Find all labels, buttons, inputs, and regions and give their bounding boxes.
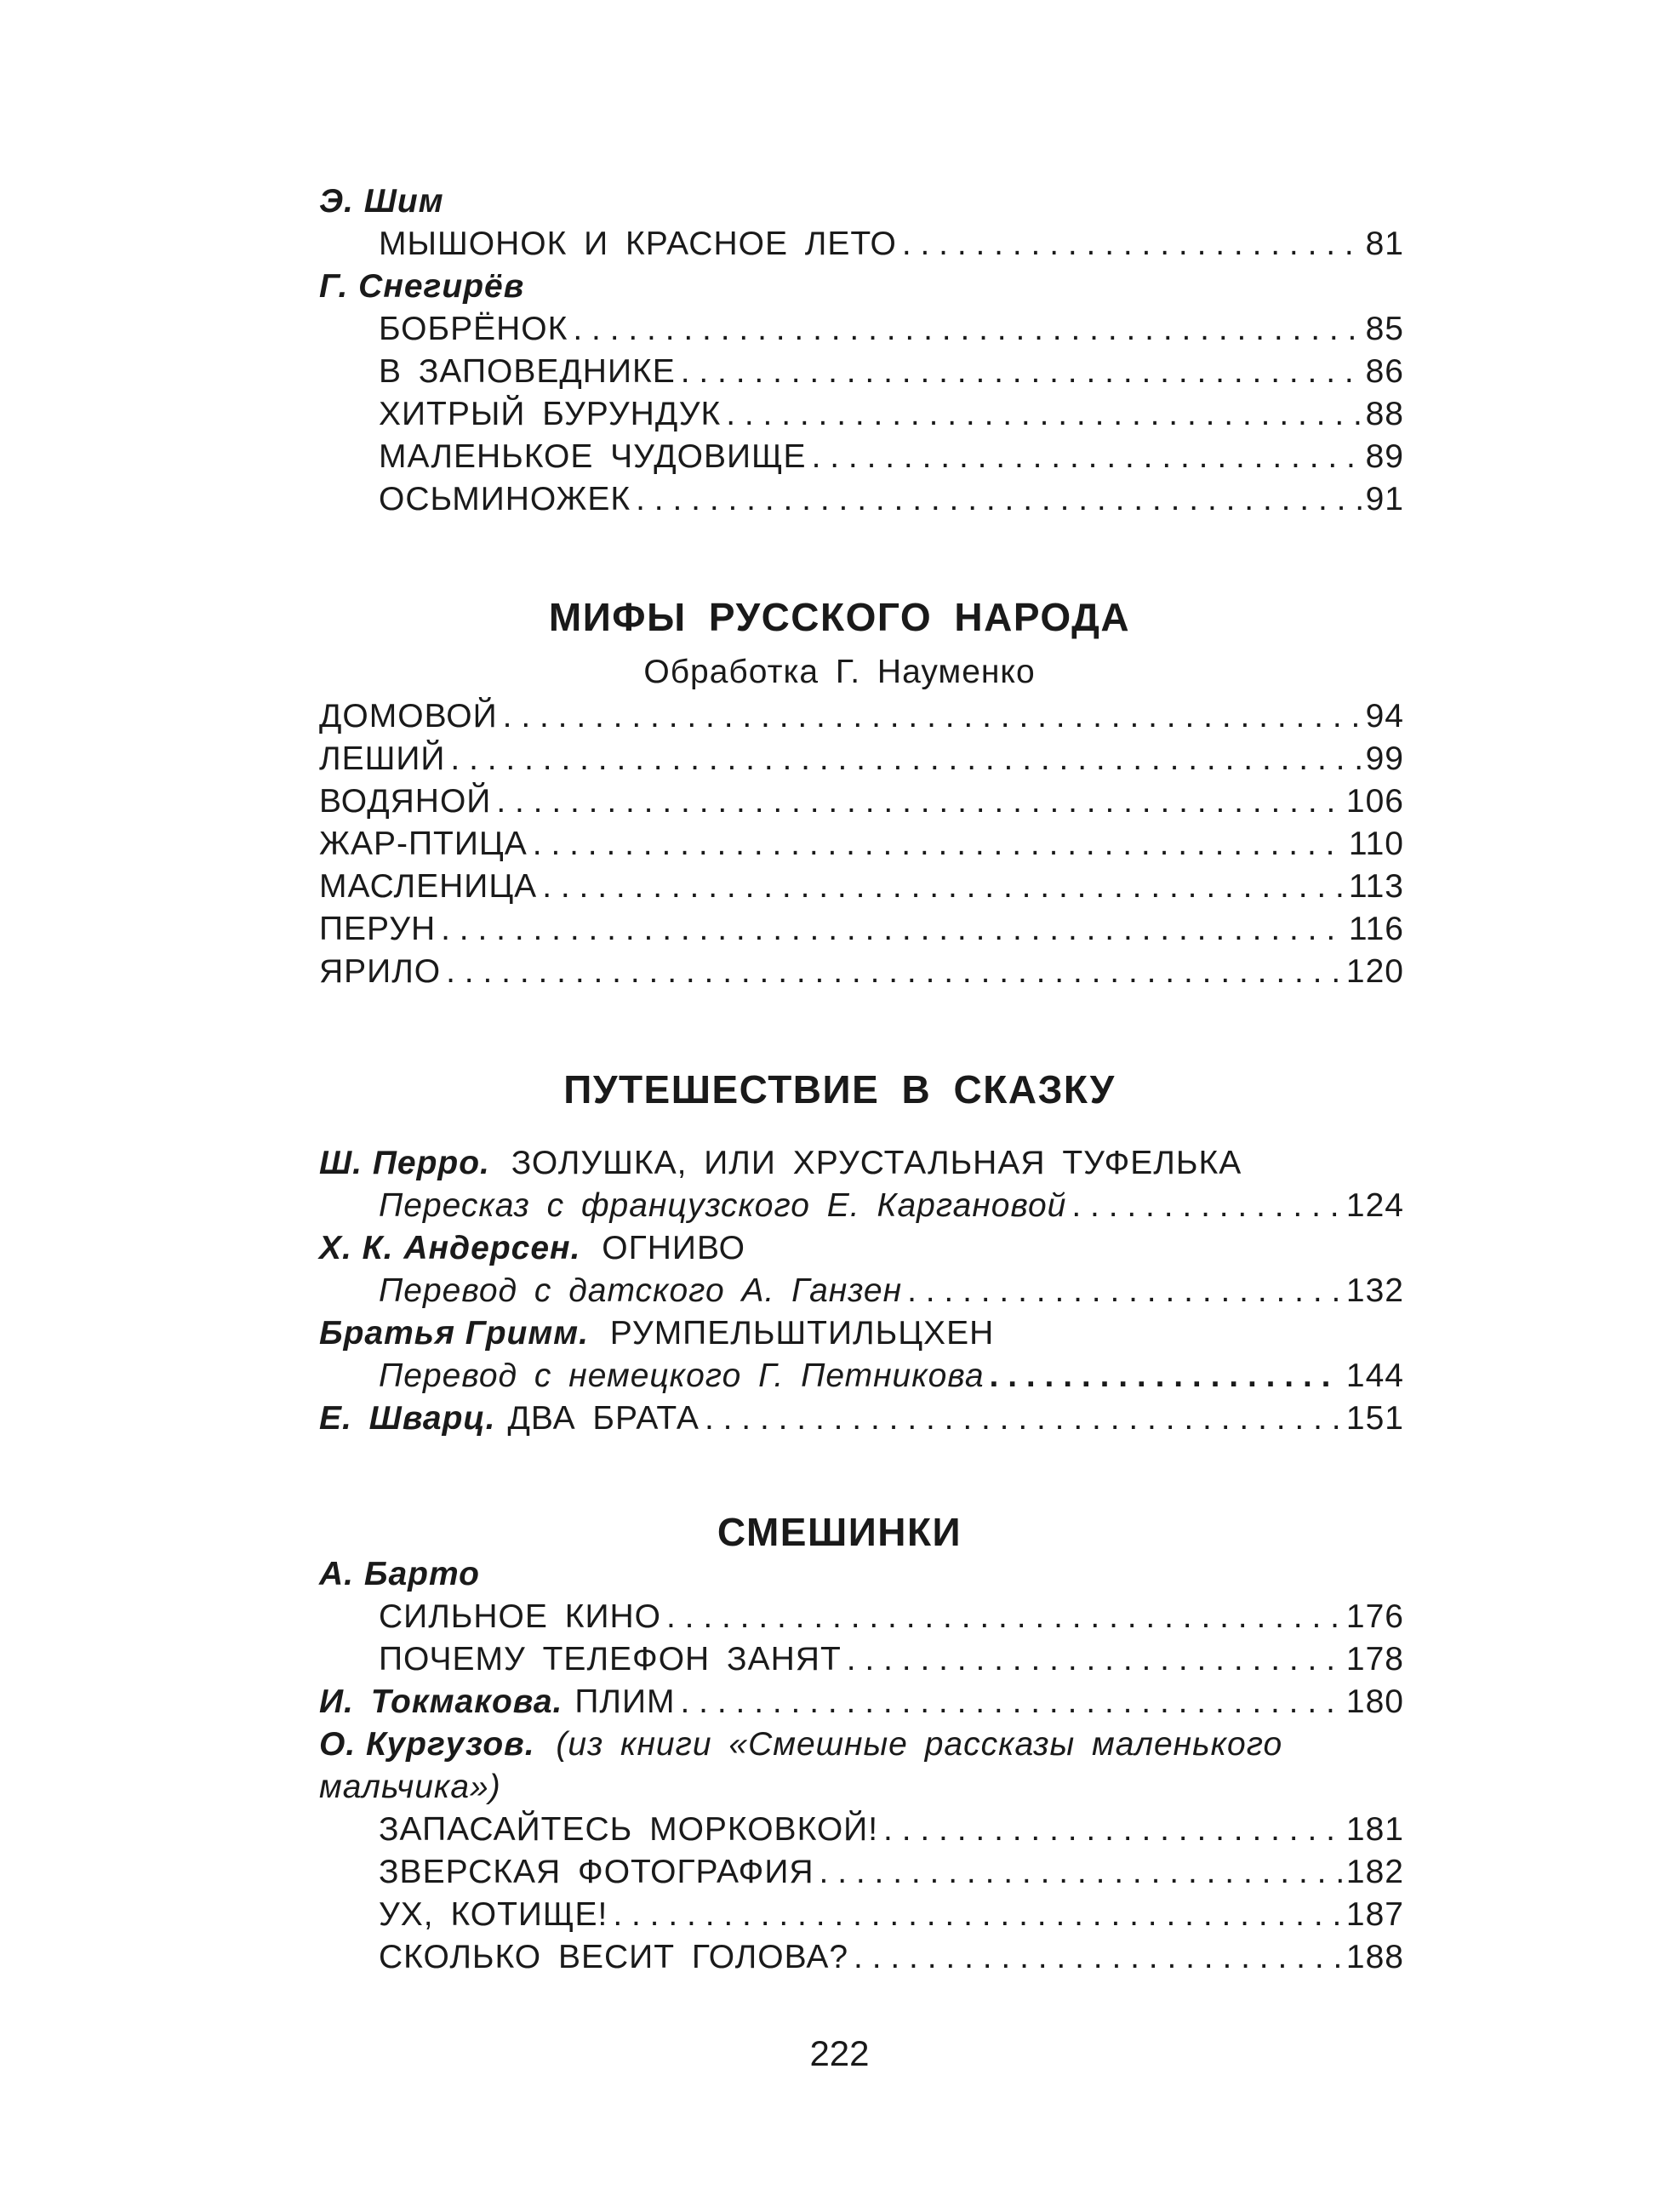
- toc-entry[interactable]: [379, 1355, 1404, 1398]
- toc-entry[interactable]: [379, 308, 1404, 351]
- entry-title: ХИТРЫЙ БУРУНДУК: [379, 396, 722, 432]
- leader-dots: [613, 1894, 1343, 1936]
- entry-title: МЫШОНОК И КРАСНОЕ ЛЕТО: [379, 226, 897, 262]
- entry-page: 124: [1345, 1187, 1404, 1224]
- entry-author: Братья Гримм.: [319, 1315, 589, 1352]
- toc-entry[interactable]: [379, 1851, 1404, 1894]
- entry-title: СКОЛЬКО ВЕСИТ ГОЛОВА?: [379, 1939, 849, 1975]
- entry-heading-line: [319, 1142, 1242, 1185]
- leader-dots: [854, 1936, 1343, 1979]
- entry-page: 151: [1345, 1400, 1404, 1437]
- author-barto: А. Барто: [319, 1556, 480, 1592]
- entry-book-note-continued: мальчика»): [319, 1769, 501, 1805]
- leader-dots: [681, 351, 1362, 393]
- toc-entry[interactable]: [319, 1681, 1404, 1723]
- entry-translation-note: Перевод с немецкого Г. Петникова: [379, 1357, 985, 1394]
- entry-title: ЛЕШИЙ: [319, 740, 446, 777]
- entry-title: ЗВЕРСКАЯ ФОТОГРАФИЯ: [379, 1854, 814, 1890]
- leader-dots: [1071, 1185, 1343, 1227]
- leader-dots: [681, 1681, 1343, 1723]
- entry-title: ВОДЯНОЙ: [319, 783, 492, 820]
- entry-translation-note: Перевод с датского А. Ганзен: [379, 1272, 903, 1309]
- entry-page: 94: [1365, 698, 1404, 734]
- leader-dots: [496, 780, 1343, 823]
- entry-page: 176: [1345, 1598, 1404, 1635]
- leader-dots: [666, 1596, 1343, 1638]
- entry-title: МАЛЕНЬКОЕ ЧУДОВИЩЕ: [379, 438, 807, 475]
- entry-page: 116: [1348, 911, 1404, 947]
- entry-title: ПЕРУН: [319, 911, 437, 947]
- entry-title: БОБРЁНОК: [379, 311, 568, 347]
- entry-title: ОГНИВО: [602, 1230, 745, 1266]
- entry-page: 178: [1345, 1641, 1404, 1678]
- toc-entry[interactable]: [319, 951, 1404, 993]
- entry-title: ПОЧЕМУ ТЕЛЕФОН ЗАНЯТ: [379, 1641, 842, 1678]
- entry-page: 187: [1345, 1896, 1404, 1933]
- author-snegirev: Г. Снегирёв: [319, 268, 525, 305]
- leader-dots: [542, 866, 1345, 908]
- section-subheading: Обработка Г. Науменко: [643, 654, 1036, 690]
- toc-entry[interactable]: [379, 478, 1404, 521]
- entry-page: 81: [1365, 226, 1404, 262]
- entry-author: О. Кургузов.: [319, 1726, 535, 1763]
- section-heading-funny: СМЕШИНКИ: [717, 1510, 962, 1554]
- leader-dots: [812, 436, 1362, 478]
- entry-author: Е. Шварц.: [319, 1400, 496, 1437]
- entry-title: В ЗАПОВЕДНИКЕ: [379, 353, 676, 390]
- entry-title: ЗАПАСАЙТЕСЬ МОРКОВКОЙ!: [379, 1811, 879, 1848]
- leader-dots: [503, 695, 1362, 738]
- leader-dots: [446, 951, 1343, 993]
- entry-title: РУМПЕЛЬШТИЛЬЦХЕН: [609, 1315, 995, 1352]
- entry-title: ПЛИМ: [574, 1683, 676, 1720]
- toc-entry[interactable]: [319, 866, 1404, 908]
- toc-entry[interactable]: [319, 695, 1404, 738]
- toc-entry[interactable]: [319, 738, 1404, 780]
- toc-entry[interactable]: [319, 908, 1404, 951]
- entry-book-note: (из книги «Смешные рассказы маленького: [556, 1726, 1283, 1763]
- entry-page: 144: [1345, 1357, 1404, 1394]
- entry-page: 106: [1345, 783, 1404, 820]
- toc-entry[interactable]: [379, 1270, 1404, 1312]
- entry-page: 188: [1345, 1939, 1404, 1975]
- section-heading-fairytale: ПУТЕШЕСТВИЕ В СКАЗКУ: [563, 1067, 1116, 1112]
- entry-page: 88: [1365, 396, 1404, 432]
- entry-title: СИЛЬНОЕ КИНО: [379, 1598, 661, 1635]
- entry-title: ЖАР-ПТИЦА: [319, 826, 528, 862]
- entry-page: 110: [1348, 826, 1404, 862]
- entry-title: ЯРИЛО: [319, 953, 442, 990]
- entry-author: Х. К. Андерсен.: [319, 1230, 581, 1266]
- leader-dots: [533, 823, 1345, 866]
- toc-entry[interactable]: [379, 1185, 1404, 1227]
- toc-entry[interactable]: [379, 1936, 1404, 1979]
- entry-page: 113: [1348, 868, 1404, 905]
- entry-heading-line: [319, 1227, 745, 1270]
- entry-page: 86: [1365, 353, 1404, 390]
- entry-page: 120: [1345, 953, 1404, 990]
- toc-entry[interactable]: [379, 1638, 1404, 1681]
- entry-title: ОСЬМИНОЖЕК: [379, 481, 631, 517]
- entry-title: УХ, КОТИЩЕ!: [379, 1896, 608, 1933]
- toc-entry[interactable]: [379, 223, 1404, 266]
- leader-dots: [705, 1398, 1343, 1440]
- leader-dots: [726, 393, 1362, 436]
- author-shim: Э. Шим: [319, 183, 444, 220]
- entry-translation-note: Пересказ с французского Е. Каргановой: [379, 1187, 1067, 1224]
- entry-page: 89: [1365, 438, 1404, 475]
- entry-title: ЗОЛУШКА, ИЛИ ХРУСТАЛЬНАЯ ТУФЕЛЬКА: [511, 1145, 1242, 1181]
- toc-entry[interactable]: [319, 780, 1404, 823]
- entry-page: 91: [1365, 481, 1404, 517]
- entry-title: ДВА БРАТА: [507, 1400, 700, 1437]
- leader-dots: [883, 1809, 1343, 1851]
- toc-entry[interactable]: [319, 1398, 1404, 1440]
- page-number: 222: [809, 2033, 870, 2073]
- section-heading-myths: МИФЫ РУССКОГО НАРОДА: [548, 595, 1131, 639]
- toc-entry[interactable]: [379, 393, 1404, 436]
- entry-page: 132: [1345, 1272, 1404, 1309]
- toc-entry[interactable]: [379, 351, 1404, 393]
- entry-author: И. Токмакова.: [319, 1683, 563, 1720]
- leader-dots: [847, 1638, 1343, 1681]
- toc-entry[interactable]: [379, 1894, 1404, 1936]
- entry-title: ДОМОВОЙ: [319, 698, 498, 734]
- toc-entry[interactable]: [379, 436, 1404, 478]
- entry-page: 180: [1345, 1683, 1404, 1720]
- leader-dots: [450, 738, 1362, 780]
- leader-dots: [573, 308, 1362, 351]
- toc-entry[interactable]: [319, 823, 1404, 866]
- entry-page: 99: [1365, 740, 1404, 777]
- entry-page: 181: [1345, 1811, 1404, 1848]
- leader-dots: [441, 908, 1345, 951]
- leader-dots: [907, 1270, 1343, 1312]
- leader-dots: [636, 478, 1362, 521]
- leader-dots: [990, 1355, 1336, 1398]
- leader-dots: [820, 1851, 1343, 1894]
- entry-title: МАСЛЕНИЦА: [319, 868, 538, 905]
- entry-page: 182: [1345, 1854, 1404, 1890]
- entry-heading-line: [319, 1723, 1282, 1766]
- leader-dots: [902, 223, 1362, 266]
- entry-heading-line: [319, 1312, 994, 1355]
- entry-author: Ш. Перро.: [319, 1145, 490, 1181]
- toc-entry[interactable]: [379, 1596, 1404, 1638]
- toc-entry[interactable]: [379, 1809, 1404, 1851]
- entry-page: 85: [1365, 311, 1404, 347]
